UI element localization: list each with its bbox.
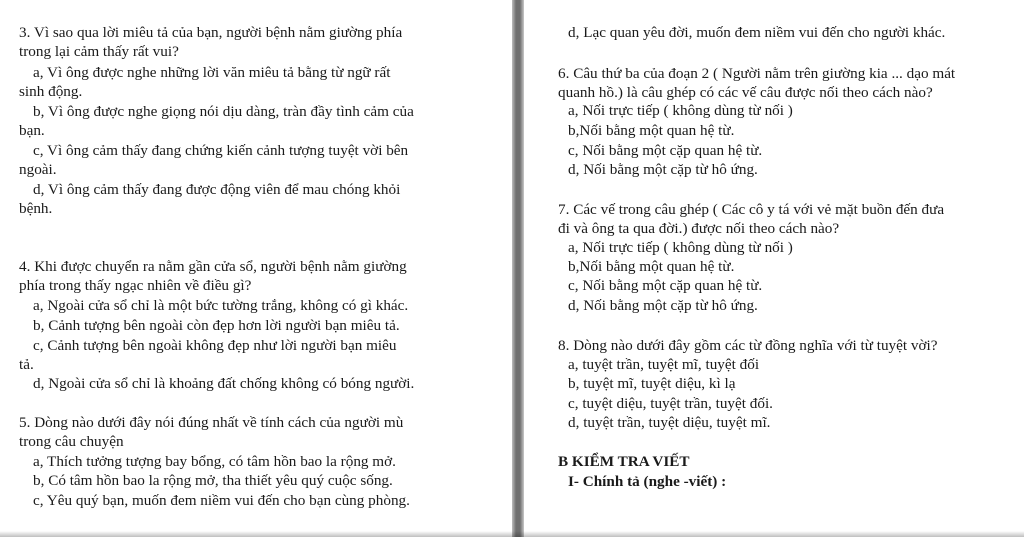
q6-option-a: a, Nối trực tiếp ( không dùng từ nối )	[568, 102, 793, 119]
section-heading: B KIỂM TRA VIẾT	[558, 453, 690, 470]
q4-option-a: a, Ngoài cửa sổ chỉ là một bức tường trắng, không có gì khác.	[33, 297, 409, 314]
q3-option-d-line-1: d, Vì ông cảm thấy đang được động viên để mau chóng khỏi	[33, 181, 401, 198]
q7-option-b: b,Nối bằng một quan hệ từ.	[568, 258, 735, 275]
subsection-heading: I- Chính tả (nghe -viết) :	[568, 473, 727, 490]
q6-option-c: c, Nối bằng một cặp quan hệ từ.	[568, 142, 763, 159]
bottom-shadow	[0, 531, 1024, 537]
question-3-line-1: 3. Vì sao qua lời miêu tả của bạn, người bệnh nằm giường phía	[19, 24, 403, 41]
q5-option-c: c, Yêu quý bạn, muốn đem niềm vui đến cho bạn cùng phòng.	[33, 492, 410, 509]
q3-option-a-line-1: a, Vì ông được nghe những lời văn miêu tả bằng từ ngữ rất	[33, 64, 391, 81]
q6-option-b: b,Nối bằng một quan hệ từ.	[568, 122, 735, 139]
question-3-line-2: trong lại cảm thấy rất vui?	[19, 43, 179, 60]
q6-option-d: d, Nối bằng một cặp từ hô ứng.	[568, 161, 758, 178]
q3-option-c-line-1: c, Vì ông cảm thấy đang chứng kiến cảnh tượng tuyệt vời bên	[33, 142, 409, 159]
q7-option-d: d, Nối bằng một cặp từ hô ứng.	[568, 297, 758, 314]
q4-option-c-line-1: c, Cảnh tượng bên ngoài không đẹp như lời người bạn miêu	[33, 337, 397, 354]
q4-option-c-line-2: tả.	[19, 356, 34, 373]
q4-option-b: b, Cảnh tượng bên ngoài còn đẹp hơn lời người bạn miêu tả.	[33, 317, 400, 334]
q8-option-d: d, tuyệt trần, tuyệt diệu, tuyệt mĩ.	[568, 414, 771, 431]
question-7-line-1: 7. Các vế trong câu ghép ( Các cô y tá với vẻ mặt buồn đến đưa	[558, 201, 945, 218]
question-5-line-2: trong câu chuyện	[19, 433, 124, 450]
q3-option-d-line-2: bệnh.	[19, 200, 53, 217]
question-6-line-1: 6. Câu thứ ba của đoạn 2 ( Người nằm trên giường kia ... dạo mát	[558, 65, 956, 82]
q7-option-a: a, Nối trực tiếp ( không dùng từ nối )	[568, 239, 793, 256]
question-5-line-1: 5. Dòng nào dưới đây nói đúng nhất về tính cách của người mù	[19, 414, 404, 431]
q5-option-a: a, Thích tưởng tượng bay bổng, có tâm hồn bao la rộng mở.	[33, 453, 396, 470]
q5-option-d: d, Lạc quan yêu đời, muốn đem niềm vui đến cho người khác.	[568, 24, 946, 41]
question-4-line-2: phía trong thấy ngạc nhiên về điều gì?	[19, 277, 252, 294]
q8-option-c: c, tuyệt diệu, tuyệt trần, tuyệt đối.	[568, 395, 773, 412]
q5-option-b: b, Có tâm hồn bao la rộng mở, tha thiết yêu quý cuộc sống.	[33, 472, 393, 489]
q8-option-a: a, tuyệt trần, tuyệt mĩ, tuyệt đối	[568, 356, 760, 373]
question-8: 8. Dòng nào dưới đây gồm các từ đồng nghĩa với từ tuyệt vời?	[558, 337, 938, 354]
question-6-line-2: quanh hồ.) là câu ghép có các vế câu được nối theo cách nào?	[558, 84, 933, 101]
q3-option-b-line-2: bạn.	[19, 122, 45, 139]
q4-option-d: d, Ngoài cửa sổ chỉ là khoảng đất chống không có bóng người.	[33, 375, 415, 392]
question-4-line-1: 4. Khi được chuyển ra nằm gần cửa sổ, người bệnh nằm giường	[19, 258, 407, 275]
q7-option-c: c, Nối bằng một cặp quan hệ từ.	[568, 277, 763, 294]
q3-option-a-line-2: sinh động.	[19, 83, 83, 100]
right-page	[524, 0, 1024, 537]
question-7-line-2: đi và ông ta qua đời.) được nối theo cách nào?	[558, 220, 840, 237]
page-divider	[512, 0, 524, 537]
q3-option-b-line-1: b, Vì ông được nghe giọng nói dịu dàng, tràn đầy tình cảm của	[33, 103, 414, 120]
q8-option-b: b, tuyệt mĩ, tuyệt diệu, kì lạ	[568, 375, 736, 392]
q3-option-c-line-2: ngoài.	[19, 161, 57, 178]
